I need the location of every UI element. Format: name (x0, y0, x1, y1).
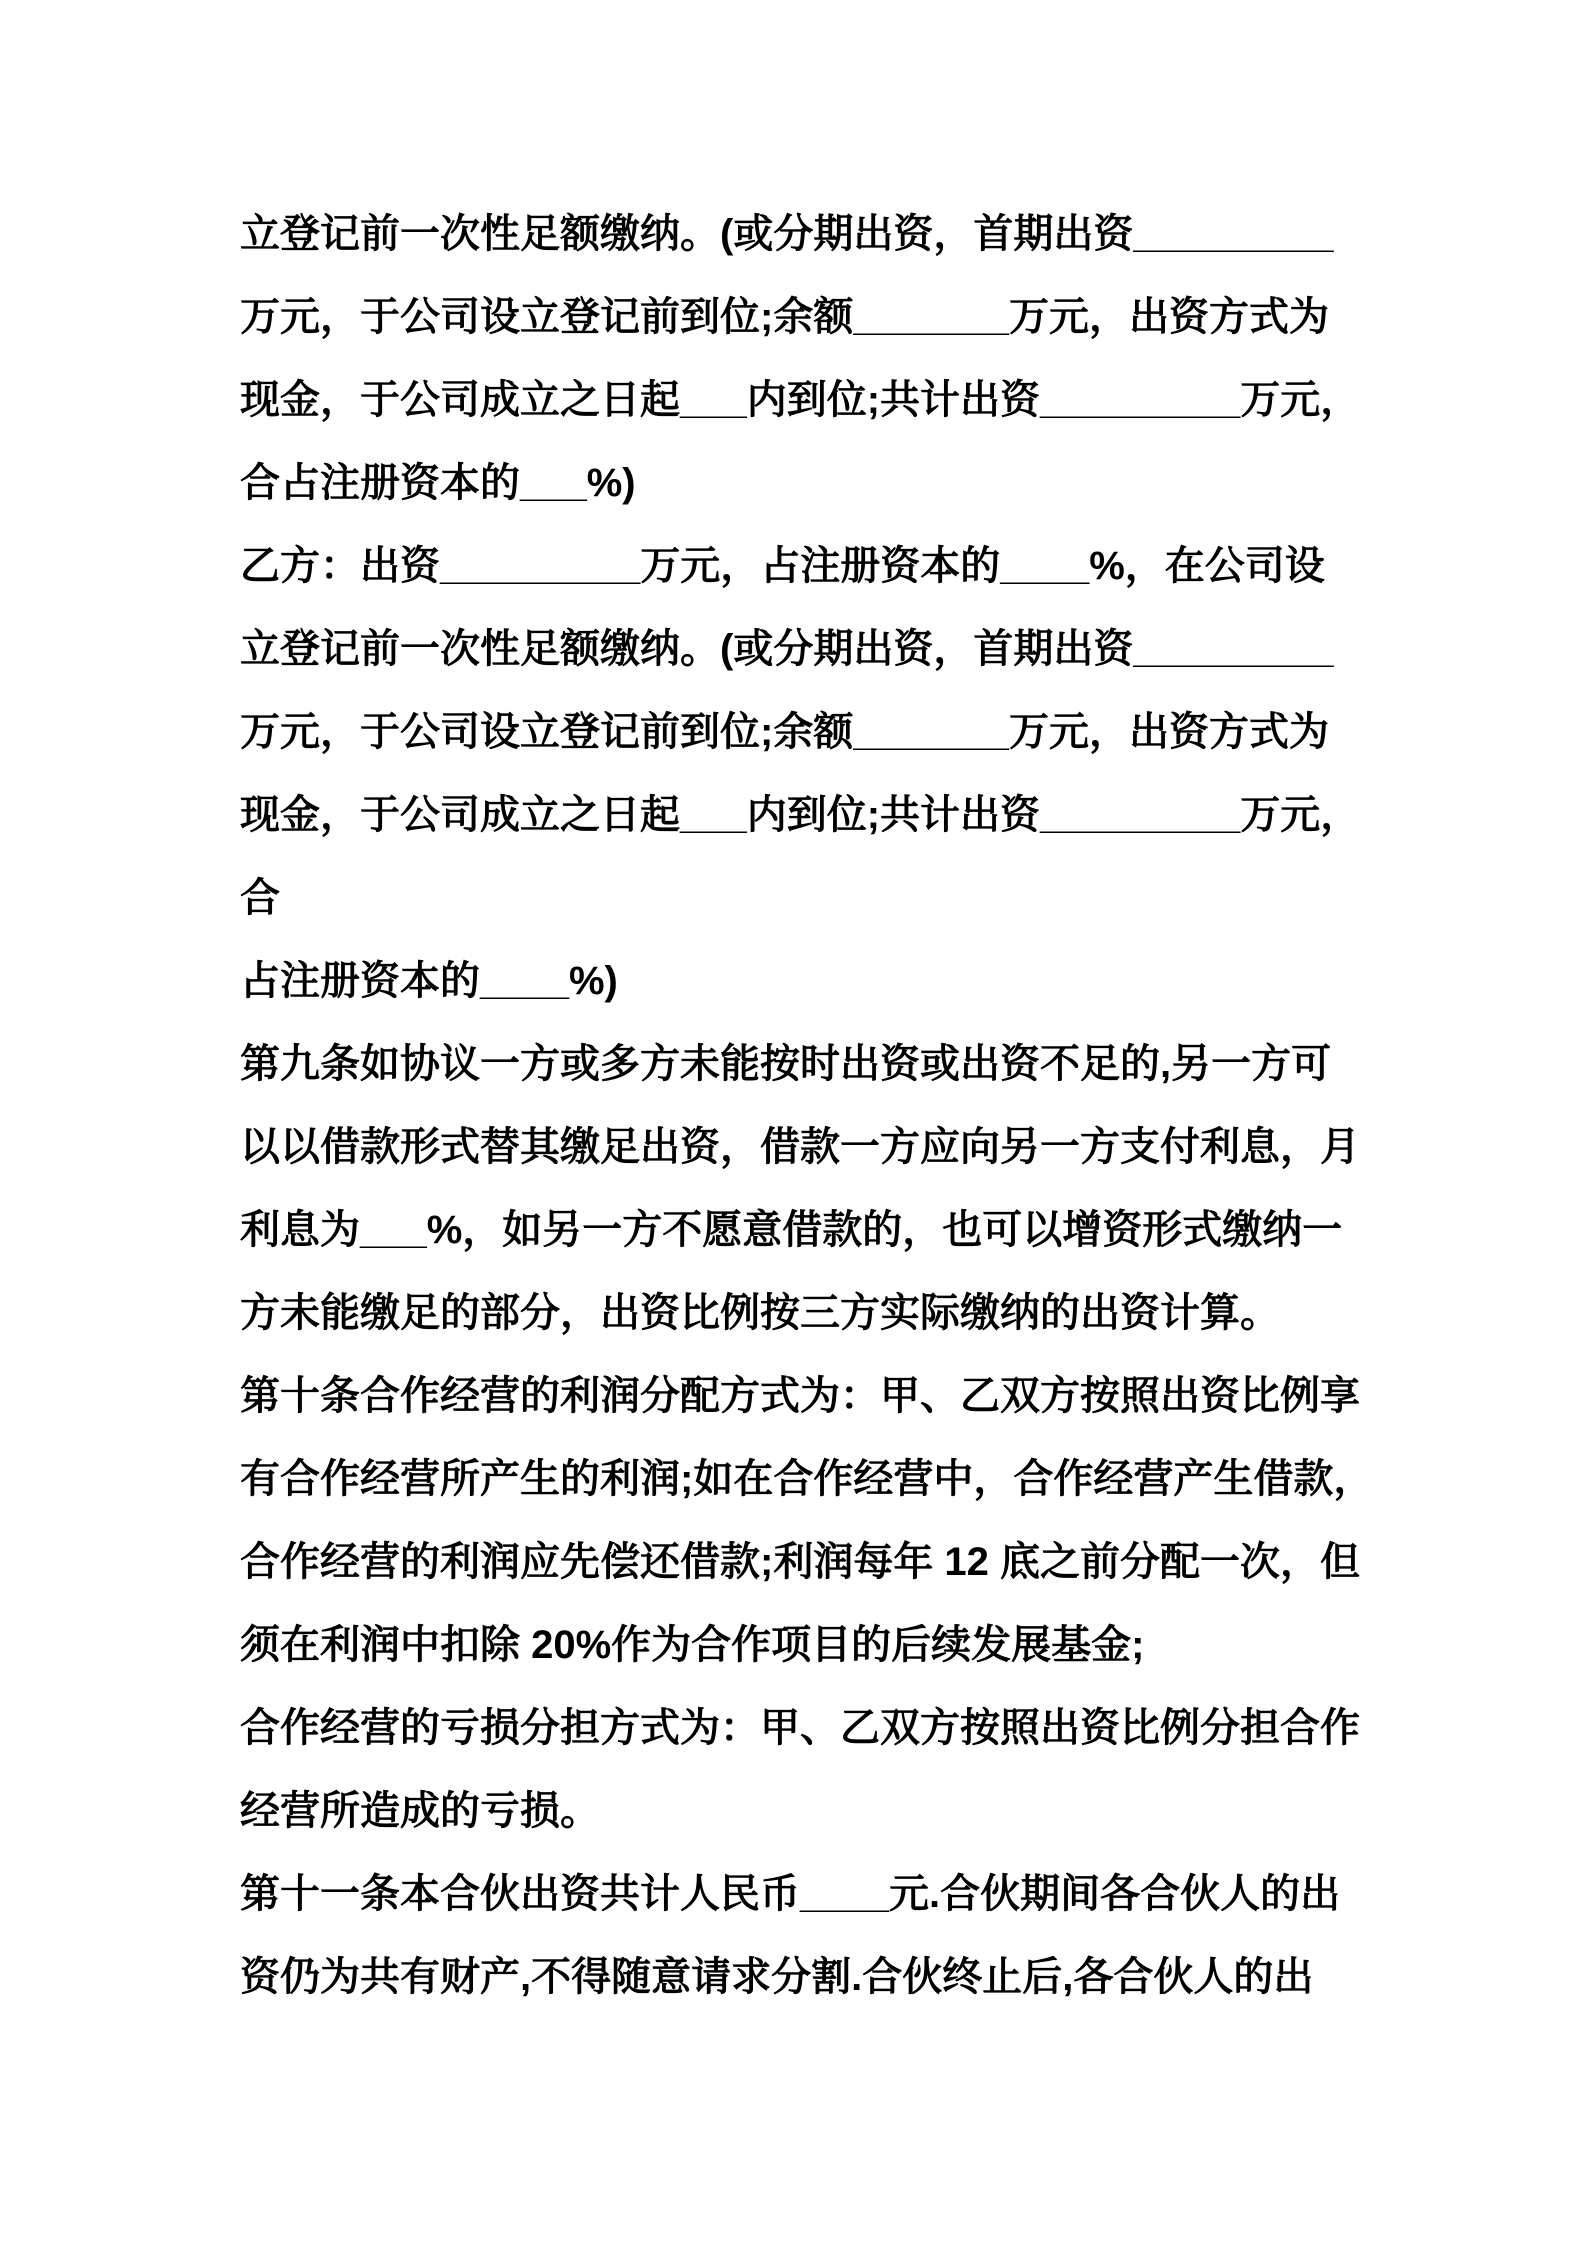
document-line-19: 合作经营的亏损分担方式为：甲、乙双方按照出资比例分担合作 (240, 1706, 1360, 1750)
document-text-block (240, 193, 1400, 2019)
document-line-11: 第九条如协议一方或多方未能按时出资或出资不足的,另一方可 (240, 1042, 1332, 1086)
document-line-4: 合占注册资本的___%) (240, 461, 636, 505)
document-line-21: 第十一条本合伙出资共计人民币____元.合伙期间各合伙人的出 (240, 1872, 1341, 1916)
document-line-15: 第十条合作经营的利润分配方式为：甲、乙双方按照出资比例享 (240, 1374, 1360, 1418)
document-line-10: 占注册资本的____%) (240, 959, 618, 1003)
document-line-18: 须在利润中扣除 20%作为合作项目的后续发展基金; (240, 1623, 1145, 1667)
document-line-9: 合 (240, 876, 280, 920)
document-line-13: 利息为___%，如另一方不愿意借款的，也可以增资形式缴纳一 (240, 1208, 1343, 1252)
document-line-12: 以以借款形式替其缴足出资，借款一方应向另一方支付利息，月 (240, 1125, 1360, 1169)
document-line-1: 立登记前一次性足额缴纳。(或分期出资，首期出资_________ (240, 212, 1334, 256)
document-line-2: 万元，于公司设立登记前到位;余额_______万元，出资方式为 (240, 295, 1330, 339)
document-line-6: 立登记前一次性足额缴纳。(或分期出资，首期出资_________ (240, 627, 1334, 671)
document-line-16: 有合作经营所产生的利润;如在合作经营中，合作经营产生借款， (240, 1457, 1374, 1501)
document-line-14: 方未能缴足的部分，出资比例按三方实际缴纳的出资计算。 (240, 1291, 1280, 1335)
document-line-7: 万元，于公司设立登记前到位;余额_______万元，出资方式为 (240, 710, 1330, 754)
document-line-3: 现金，于公司成立之日起___内到位;共计出资_________万元， (240, 378, 1361, 422)
document-line-17: 合作经营的利润应先偿还借款;利润每年 12 底之前分配一次，但 (240, 1540, 1361, 1584)
document-line-20: 经营所造成的亏损。 (240, 1789, 600, 1833)
document-line-22: 资仍为共有财产,不得随意请求分割.合伙终止后,各合伙人的出 (240, 1955, 1314, 1999)
document-line-8: 现金，于公司成立之日起___内到位;共计出资_________万元， (240, 793, 1361, 837)
document-line-5: 乙方：出资_________万元，占注册资本的____%，在公司设 (240, 544, 1325, 588)
